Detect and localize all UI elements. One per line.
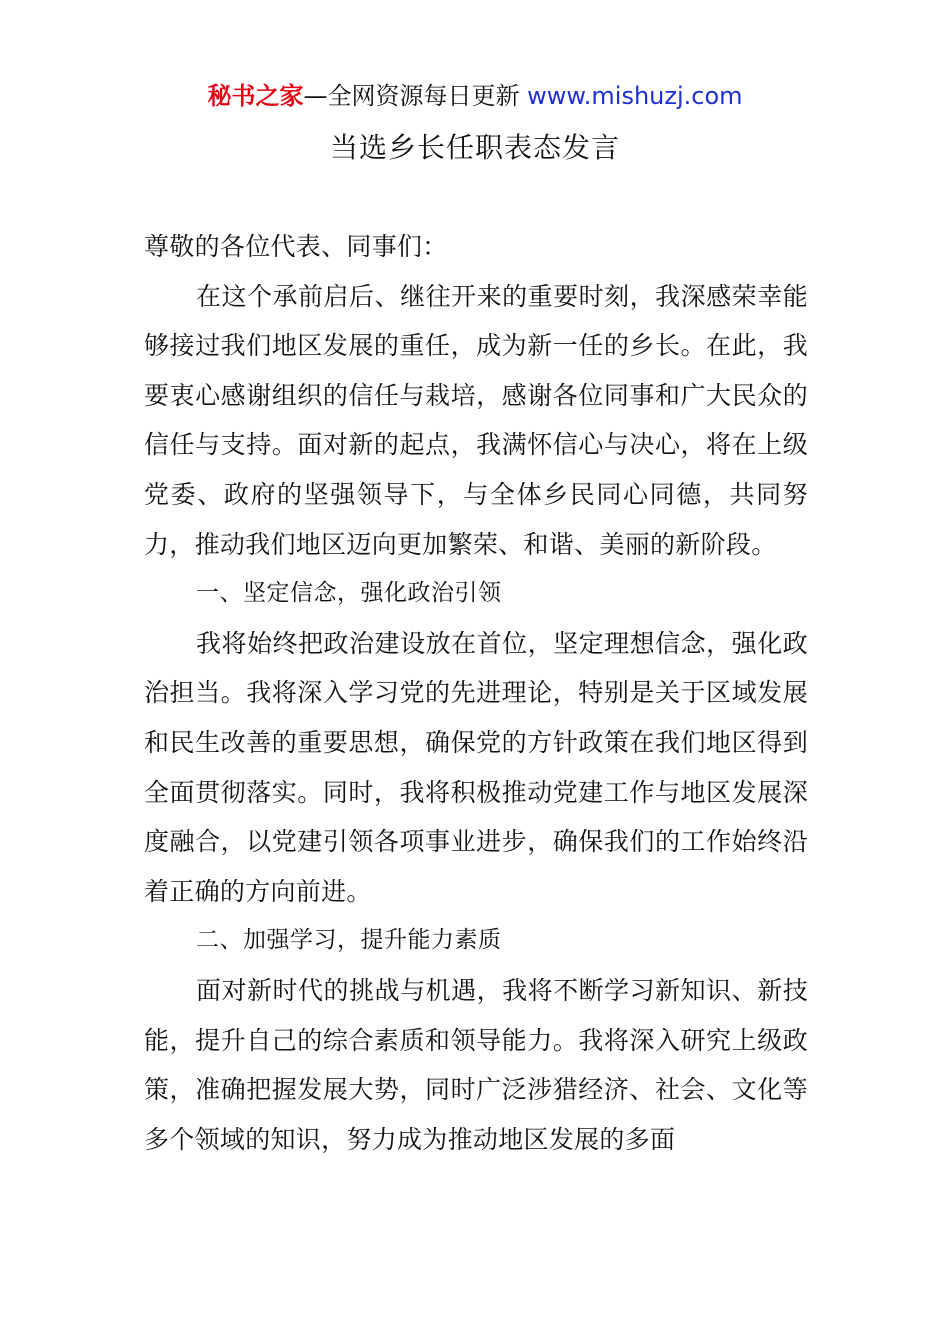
section-paragraph: 面对新时代的挑战与机遇，我将不断学习新知识、新技能，提升自己的综合素质和领导能力。我将深入研究上级政策，准确把握发展大势，同时广泛涉猎经济、社会、文化等多个领域的知识，努力成为推动地区发展的多面 [144, 975, 808, 1154]
salutation: 尊敬的各位代表、同事们： [144, 232, 448, 261]
section-heading: 一、坚定信念，强化政治引领 [196, 580, 502, 607]
site-tagline: —全网资源每日更新 [303, 82, 520, 110]
document-body [144, 222, 808, 1164]
section-paragraph: 我将始终把政治建设放在首位，坚定理想信念，强化政治担当。我将深入学习党的先进理论，特别是关于区域发展和民生改善的重要思想，确保党的方针政策在我们地区得到全面贯彻落实。同时，我将积极推动党建工作与地区发展深度融合，以党建引领各项事业进步，确保我们的工作始终沿着正确的方向前进。 [144, 628, 808, 906]
document-title: 当选乡长任职表态发言 [329, 131, 620, 164]
site-brand: 秘书之家 [207, 82, 304, 110]
site-url-link[interactable]: www.mishuzj.com [527, 82, 743, 110]
intro-paragraph: 在这个承前启后、继往开来的重要时刻，我深感荣幸能够接过我们地区发展的重任，成为新一任的乡长。在此，我要衷心感谢组织的信任与栽培，感谢各位同事和广大民众的信任与支持。面对新的起点，我满怀信心与决心，将在上级党委、政府的坚强领导下，与全体乡民同心同德，共同努力，推动我们地区迈向更加繁荣、和谐、美丽的新阶段。 [144, 281, 808, 559]
site-header [0, 80, 950, 112]
section-heading: 二、加强学习，提升能力素质 [196, 927, 502, 954]
